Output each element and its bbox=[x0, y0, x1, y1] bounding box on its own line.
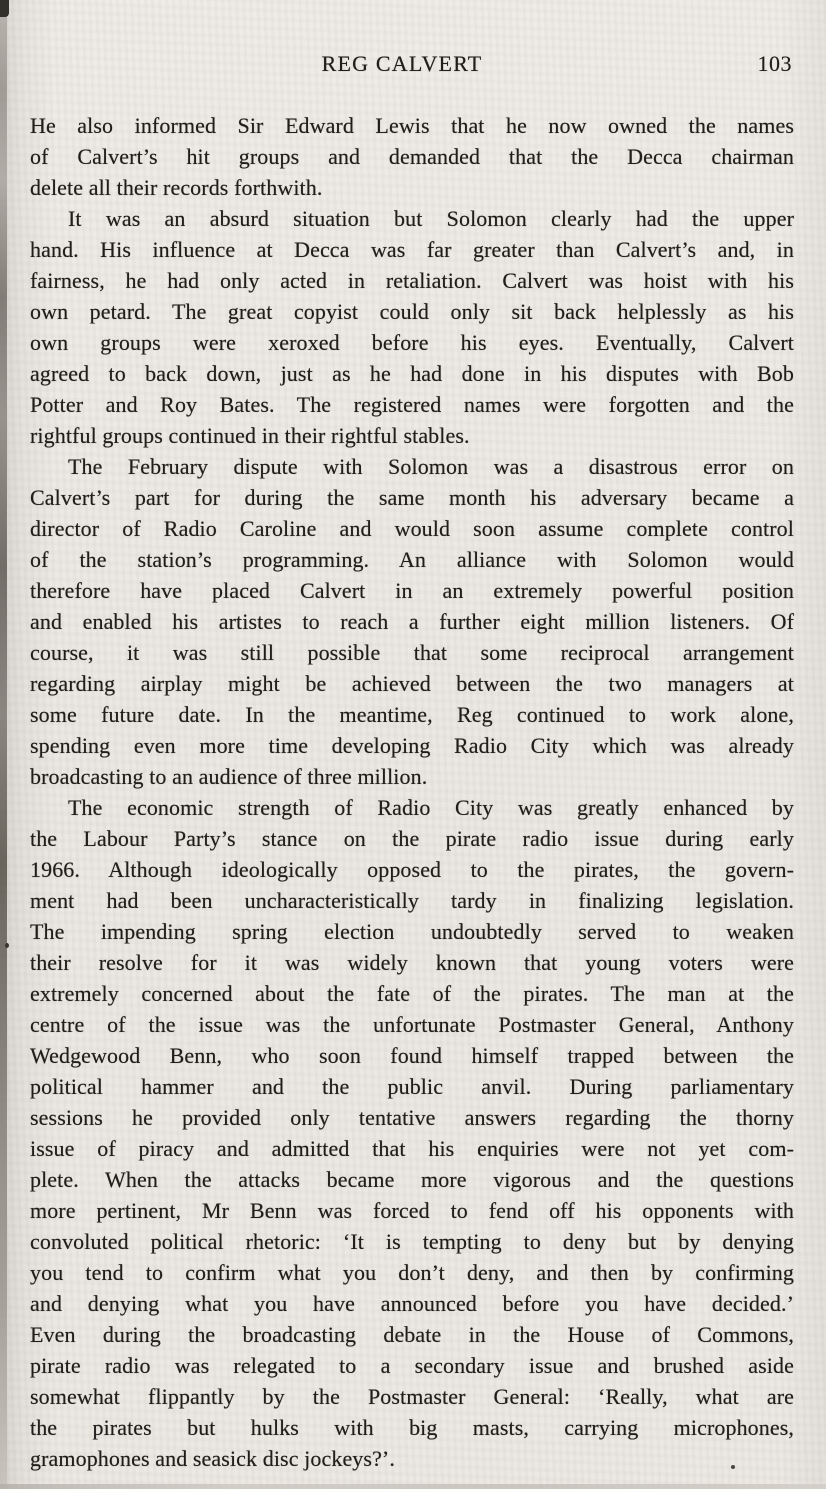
text-line: agreed to back down, just as he had done in his disputes with Bob bbox=[30, 361, 794, 386]
scan-speck bbox=[5, 943, 9, 948]
text-line: He also informed Sir Edward Lewis that he now owned the names bbox=[30, 113, 794, 138]
text-line: 1966. Although ideologically opposed to the pirates, the govern- bbox=[30, 857, 794, 882]
text-line: you tend to confirm what you don’t deny, and then by confirming bbox=[30, 1260, 794, 1285]
text-line: ment had been uncharacteristically tardy in finalizing legislation. bbox=[30, 888, 794, 913]
text-line: broadcasting to an audience of three million. bbox=[30, 764, 428, 789]
text-line: gramophones and seasick disc jockeys?’. bbox=[30, 1446, 395, 1471]
text-line: somewhat flippantly by the Postmaster General: ‘Really, what are bbox=[30, 1384, 794, 1409]
text-line: own groups were xeroxed before his eyes. Eventually, Calvert bbox=[30, 330, 794, 355]
text-line: convoluted political rhetoric: ‘It is tempting to deny but by denying bbox=[30, 1229, 794, 1254]
text-line: sessions he provided only tentative answers regarding the thorny bbox=[30, 1105, 794, 1130]
running-header-title: REG CALVERT bbox=[321, 51, 483, 76]
text-line: spending even more time developing Radio City which was already bbox=[30, 733, 794, 758]
text-line: political hammer and the public anvil. During parliamentary bbox=[30, 1074, 794, 1099]
text-line: issue of piracy and admitted that his enquiries were not yet com- bbox=[30, 1136, 794, 1161]
scan-edge-shadow bbox=[0, 0, 7, 1489]
text-line: hand. His influence at Decca was far greater than Calvert’s and, in bbox=[30, 237, 794, 262]
text-line: fairness, he had only acted in retaliation. Calvert was hoist with his bbox=[30, 268, 794, 293]
text-line: The economic strength of Radio City was greatly enhanced by bbox=[68, 795, 794, 820]
text-line: and enabled his artistes to reach a further eight million listeners. Of bbox=[30, 609, 794, 634]
text-line: of the station’s programming. An alliance with Solomon would bbox=[30, 547, 794, 572]
text-line: Even during the broadcasting debate in the House of Commons, bbox=[30, 1322, 794, 1347]
text-line: and denying what you have announced before you have decided.’ bbox=[30, 1291, 794, 1316]
text-line: Wedgewood Benn, who soon found himself trapped between the bbox=[30, 1043, 794, 1068]
text-line: of Calvert’s hit groups and demanded that the Decca chairman bbox=[30, 144, 794, 169]
body-text bbox=[30, 110, 794, 1474]
text-line: extremely concerned about the fate of the pirates. The man at the bbox=[30, 981, 794, 1006]
text-line: Calvert’s part for during the same month his adversary became a bbox=[30, 485, 794, 510]
text-line: The February dispute with Solomon was a disastrous error on bbox=[68, 454, 794, 479]
text-line: their resolve for it was widely known that young voters were bbox=[30, 950, 794, 975]
page-number: 103 bbox=[757, 51, 792, 76]
text-line: regarding airplay might be achieved between the two managers at bbox=[30, 671, 794, 696]
running-header bbox=[30, 51, 794, 77]
text-line: some future date. In the meantime, Reg continued to work alone, bbox=[30, 702, 794, 727]
text-line: Potter and Roy Bates. The registered names were forgotten and the bbox=[30, 392, 794, 417]
text-line: the Labour Party’s stance on the pirate radio issue during early bbox=[30, 826, 794, 851]
text-line: more pertinent, Mr Benn was forced to fend off his opponents with bbox=[30, 1198, 794, 1223]
text-line: plete. When the attacks became more vigorous and the questions bbox=[30, 1167, 794, 1192]
text-line: delete all their records forthwith. bbox=[30, 175, 323, 200]
text-line: centre of the issue was the unfortunate Postmaster General, Anthony bbox=[30, 1012, 794, 1037]
text-line: It was an absurd situation but Solomon clearly had the upper bbox=[68, 206, 794, 231]
text-line: the pirates but hulks with big masts, carrying microphones, bbox=[30, 1415, 794, 1440]
text-line: rightful groups continued in their rightful stables. bbox=[30, 423, 470, 448]
text-line: own petard. The great copyist could only sit back helplessly as his bbox=[30, 299, 794, 324]
scan-bottom-edge bbox=[0, 1484, 826, 1489]
text-line: pirate radio was relegated to a secondary issue and brushed aside bbox=[30, 1353, 794, 1378]
text-line: therefore have placed Calvert in an extremely powerful position bbox=[30, 578, 794, 603]
scan-corner-mark bbox=[0, 0, 9, 17]
scan-speck bbox=[731, 1465, 735, 1469]
text-line: The impending spring election undoubtedly served to weaken bbox=[30, 919, 794, 944]
text-line: director of Radio Caroline and would soon assume complete control bbox=[30, 516, 794, 541]
text-line: course, it was still possible that some reciprocal arrangement bbox=[30, 640, 794, 665]
